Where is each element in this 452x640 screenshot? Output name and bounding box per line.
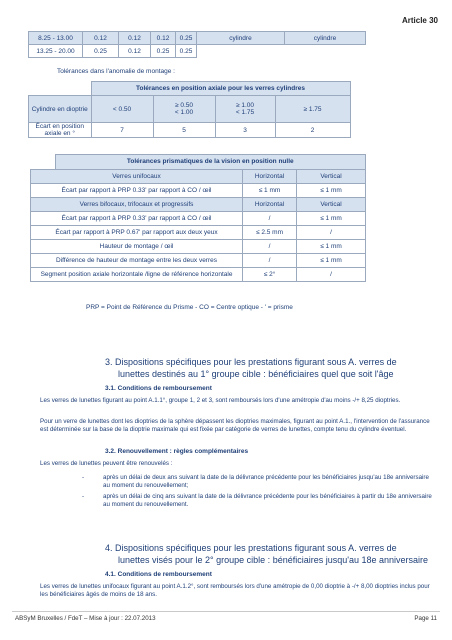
table-cell: 0.12 bbox=[83, 32, 119, 45]
table-row bbox=[31, 155, 366, 170]
subsection-3-1: 3.1. Conditions de remboursement bbox=[105, 385, 212, 392]
table-row bbox=[29, 96, 351, 123]
subsection-3-2: 3.2. Renouvellement : règles complémentaires bbox=[105, 448, 249, 455]
horizontal-value: ≤ 2.5 mm bbox=[243, 225, 297, 239]
table-cell: 13.25 - 20.00 bbox=[29, 45, 83, 58]
row-label: Écart par rapport à PRP 0.67' par rapport aux deux yeux bbox=[31, 225, 243, 239]
table-cell: 0.12 bbox=[119, 32, 151, 45]
table-cell: 0.25 bbox=[83, 45, 119, 58]
prism-footnote: PRP = Point de Référence du Prisme - CO = Centre optique - ' = prisme bbox=[86, 304, 293, 311]
table-row bbox=[31, 267, 366, 281]
table-cell: 0.25 bbox=[176, 32, 197, 45]
table-row bbox=[31, 225, 366, 239]
table-cell: 8.25 - 13.00 bbox=[29, 32, 83, 45]
table-cell bbox=[153, 96, 215, 123]
vertical-value: ≤ 1 mm bbox=[297, 239, 366, 253]
paragraph: Les verres de lunettes peuvent être renouvelés : bbox=[40, 460, 173, 467]
table-row bbox=[31, 211, 366, 225]
table-row bbox=[29, 82, 351, 96]
table-row bbox=[31, 239, 366, 253]
table-cell bbox=[197, 45, 285, 58]
row-label: Verres unifocaux bbox=[31, 169, 243, 183]
paragraph: Les verres de lunettes figurant au point A.1.1°, groupe 1, 2 et 3, sont remboursés lors d'une amétropie d'au moins -/+ 8,25 dioptries. bbox=[40, 397, 401, 404]
table-title: Tolérances en position axiale pour les verres cylindres bbox=[91, 82, 350, 96]
vertical-value: / bbox=[297, 267, 366, 281]
title-line: 4. Dispositions spécifiques pour les prestations figurant sous A. verres de bbox=[105, 543, 397, 553]
table-row bbox=[29, 123, 351, 138]
table-cell: 7 bbox=[91, 123, 153, 138]
horizontal-value: Horizontal bbox=[243, 197, 297, 211]
top-tolerance-table bbox=[28, 31, 366, 58]
vertical-value: ≤ 1 mm bbox=[297, 253, 366, 267]
table-cell: 0.25 bbox=[176, 45, 197, 58]
table-cell: Cylindre en dioptrie bbox=[29, 96, 92, 123]
horizontal-value: / bbox=[243, 211, 297, 225]
cell-line: ≥ 1.00 bbox=[235, 102, 255, 109]
paragraph: Les verres de lunettes unifocaux figurant au point A.1.2°, sont remboursés lors d'une amétropie de 0,00 dioptrie à -/+ 8,00 dioptries inclus pour les bénéficiaires âgés de moins de 18 ans. bbox=[40, 583, 430, 599]
table-cell: cylindre bbox=[197, 32, 285, 45]
paragraph: Pour un verre de lunettes dont les dioptries de la sphère dépassent les dioptries maximales, figurant au point A.1., l'intervention de l'assurance est déterminée sur la base de la dioptrie maximale qui est fixée par catégorie de verres de lunettes, compte tenu du cylindre éventuel. bbox=[40, 418, 430, 434]
footer-divider bbox=[12, 611, 440, 612]
cell-line: < 1.00 bbox=[174, 109, 194, 116]
horizontal-value: / bbox=[243, 253, 297, 267]
table-row bbox=[31, 183, 366, 197]
tolerance-note: Tolérances dans l'anomalie de montage : bbox=[57, 68, 175, 75]
table-cell bbox=[31, 155, 56, 170]
row-label: Segment position axiale horizontale /ligne de référence horizontale bbox=[31, 267, 243, 281]
table-row bbox=[29, 32, 366, 45]
table-cell bbox=[285, 45, 366, 58]
title-line: lunettes destinés au 1° groupe cible : bénéficiaires quel que soit l'âge bbox=[118, 369, 394, 379]
table-cell: 3 bbox=[215, 123, 275, 138]
table-cell: 0.12 bbox=[119, 45, 151, 58]
table-title: Tolérances prismatiques de la vision en position nulle bbox=[55, 155, 366, 170]
cell-line: < 1.75 bbox=[235, 109, 255, 116]
axial-tolerance-table bbox=[28, 81, 351, 138]
row-label: Écart par rapport à PRP 0.33' par rapport à CO / œil bbox=[31, 183, 243, 197]
table-cell: cylindre bbox=[285, 32, 366, 45]
article-number: Article 30 bbox=[401, 16, 438, 25]
table-cell: 5 bbox=[153, 123, 215, 138]
page-number: Page 11 bbox=[414, 615, 437, 622]
table-row bbox=[31, 169, 366, 183]
horizontal-value: ≤ 2° bbox=[243, 267, 297, 281]
row-label: Différence de hauteur de montage entre les deux verres bbox=[31, 253, 243, 267]
table-cell: ≥ 1.75 bbox=[275, 96, 350, 123]
horizontal-value: / bbox=[243, 239, 297, 253]
table-row bbox=[29, 45, 366, 58]
horizontal-value: Horizontal bbox=[243, 169, 297, 183]
footer-text: ABSyM Bruxelles / FdeT – Mise à jour : 22.07.2013 bbox=[15, 615, 156, 622]
vertical-value: Vertical bbox=[297, 169, 366, 183]
vertical-value: / bbox=[297, 225, 366, 239]
title-line: lunettes visés pour le 2° groupe cible : bénéficiaires jusqu'au 18e anniversaire bbox=[118, 555, 429, 565]
table-cell: 0.25 bbox=[151, 45, 176, 58]
table-row bbox=[31, 253, 366, 267]
bullet-dash: - bbox=[82, 493, 85, 500]
table-cell bbox=[215, 96, 275, 123]
row-label: Écart par rapport à PRP 0.33' par rapport à CO / œil bbox=[31, 211, 243, 225]
cell-line: ≥ 0.50 bbox=[174, 102, 194, 109]
table-cell bbox=[29, 82, 92, 96]
table-cell: 2 bbox=[275, 123, 350, 138]
bullet-item: après un délai de cinq ans suivant la date de la délivrance précédente pour les bénéficiaires à partir du 18e anniversaire au moment du renouvellement. bbox=[103, 493, 432, 509]
vertical-value: ≤ 1 mm bbox=[297, 183, 366, 197]
row-label: Hauteur de montage / œil bbox=[31, 239, 243, 253]
table-row bbox=[31, 197, 366, 211]
subsection-4-1: 4.1. Conditions de remboursement bbox=[105, 571, 212, 578]
vertical-value: Vertical bbox=[297, 197, 366, 211]
table-cell: Écart en position axiale en ° bbox=[29, 123, 92, 138]
section-4-title bbox=[105, 542, 428, 566]
prism-tolerance-table bbox=[30, 154, 366, 282]
bullet-dash: - bbox=[82, 474, 85, 481]
bullet-item: après un délai de deux ans suivant la date de la délivrance précédente pour les bénéficiaires jusqu'au 18e anniversaire au moment du renouvellement; bbox=[103, 474, 429, 490]
horizontal-value: ≤ 1 mm bbox=[243, 183, 297, 197]
title-line: 3. Dispositions spécifiques pour les prestations figurant sous A. verres de bbox=[105, 357, 397, 367]
vertical-value: ≤ 1 mm bbox=[297, 211, 366, 225]
table-cell: < 0.50 bbox=[91, 96, 153, 123]
section-3-title bbox=[105, 356, 397, 380]
table-cell: 0.12 bbox=[151, 32, 176, 45]
row-label: Verres bifocaux, trifocaux et progressifs bbox=[31, 197, 243, 211]
